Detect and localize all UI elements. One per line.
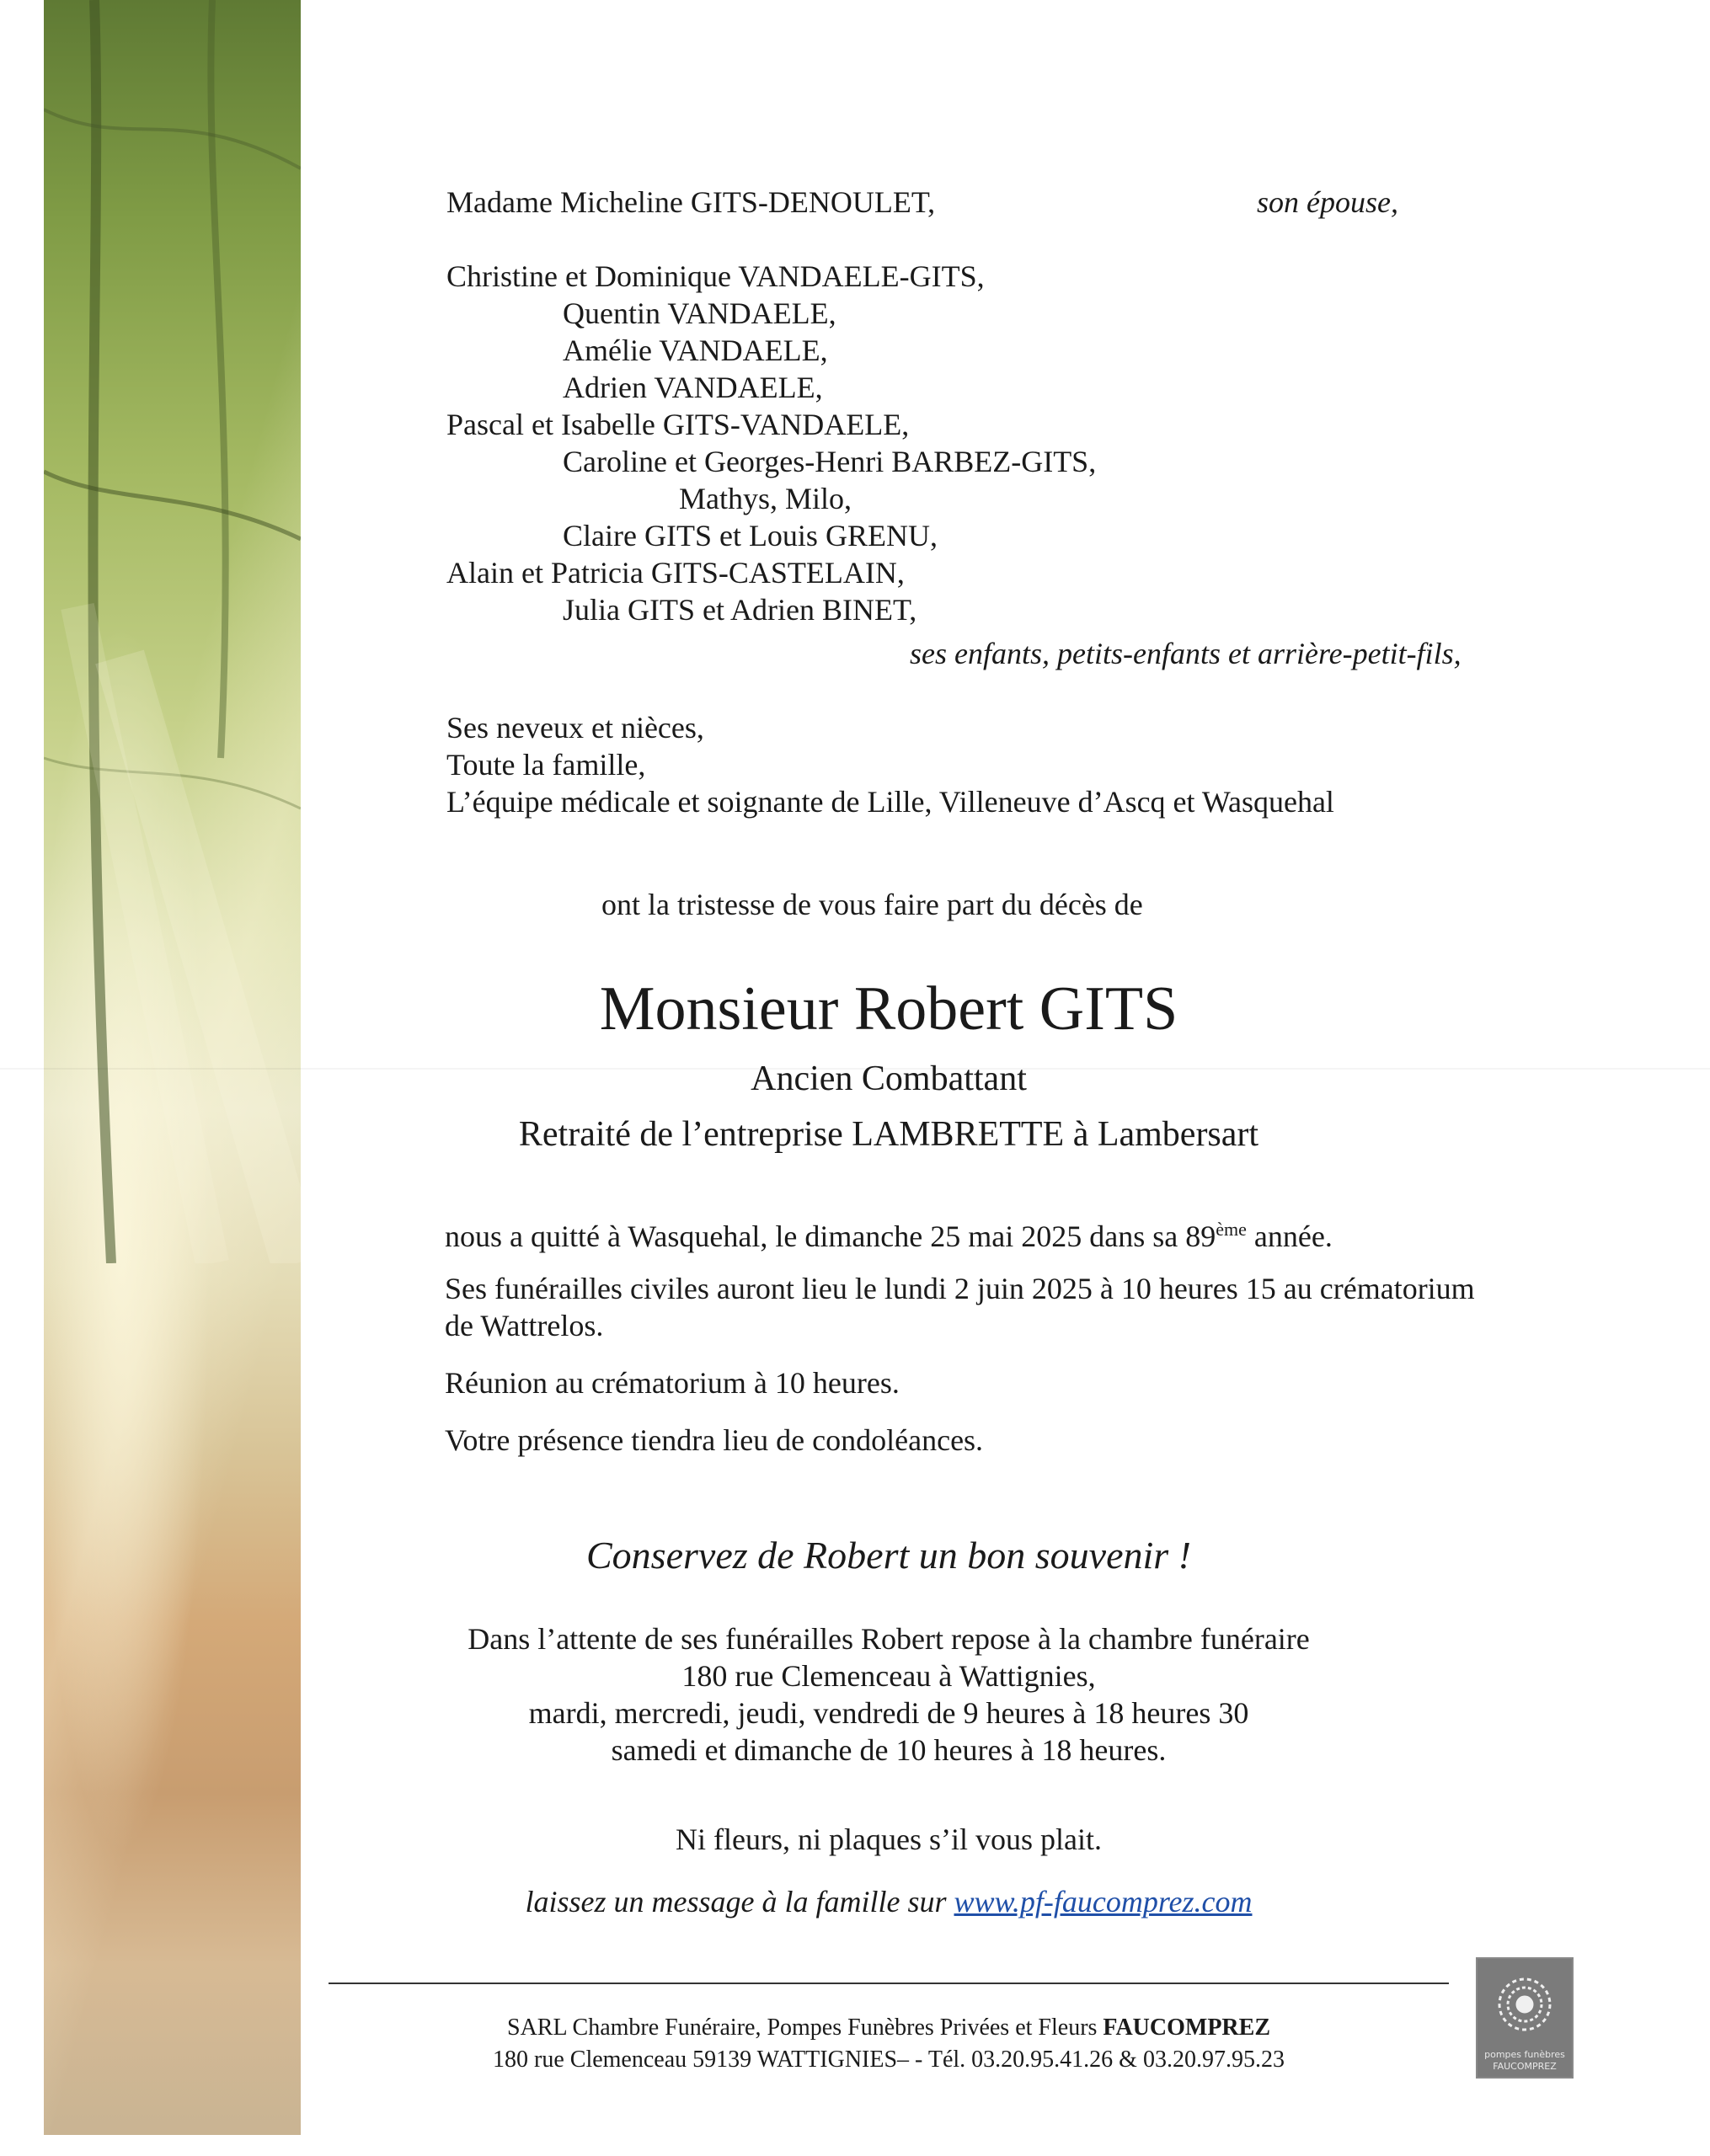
family-member: Julia GITS et Adrien BINET, [563, 593, 917, 627]
logo-text-line1: pompes funèbres [1484, 2049, 1565, 2060]
footer-contact: 180 rue Clemenceau 59139 WATTIGNIES– - Tél. 03.20.95.41.26 & 03.20.97.95.23 [493, 2047, 1285, 2073]
family-member: Pascal et Isabelle GITS-VANDAELE, [446, 408, 910, 441]
family-member: Adrien VANDAELE, [563, 371, 823, 404]
funeral-details-continued: de Wattrelos. [445, 1309, 604, 1342]
death-notice: nous a quitté à Wasquehal, le dimanche 25 mai 2025 dans sa 89ème année. [445, 1219, 1333, 1253]
family-member: Claire GITS et Louis GRENU, [563, 519, 938, 552]
company-logo [1476, 1957, 1574, 2079]
announcement-text: ont la tristesse de vous faire part du décès de [601, 888, 1143, 921]
other-relatives: Ses neveux et nièces, [446, 711, 704, 744]
family-member: Alain et Patricia GITS-CASTELAIN, [446, 556, 905, 590]
flower-emblem-icon [1478, 1962, 1572, 2047]
family-member: Quentin VANDAELE, [563, 296, 836, 330]
no-flowers-note: Ni fleurs, ni plaques s’il vous plait. [676, 1822, 1102, 1856]
deceased-title-veteran: Ancien Combattant [751, 1059, 1027, 1098]
family-member: Christine et Dominique VANDAELE-GITS, [446, 259, 985, 293]
chapel-address: 180 rue Clemenceau à Wattignies, [681, 1659, 1096, 1693]
family-member: Amélie VANDAELE, [563, 334, 828, 367]
deceased-title-retired: Retraité de l’entreprise LAMBRETTE à Lambersart [518, 1115, 1259, 1154]
family-member: Mathys, Milo, [679, 482, 852, 515]
footer-divider [329, 1983, 1449, 1984]
tree-branches-decoration [44, 0, 301, 1263]
footer-company: SARL Chambre Funéraire, Pompes Funèbres Privées et Fleurs FAUCOMPREZ [507, 2015, 1270, 2041]
family-member: Caroline et Georges-Henri BARBEZ-GITS, [563, 445, 1097, 478]
children-role: ses enfants, petits-enfants et arrière-petit-fils, [910, 637, 1462, 670]
condolences-note: Votre présence tiendra lieu de condoléances. [445, 1423, 984, 1457]
chapel-info: Dans l’attente de ses funérailles Robert repose à la chambre funéraire [468, 1622, 1310, 1656]
deceased-name: Monsieur Robert GITS [599, 974, 1178, 1043]
website-link[interactable]: www.pf-faucomprez.com [954, 1885, 1253, 1919]
spouse-role: son épouse, [1257, 185, 1398, 219]
remembrance-quote: Conservez de Robert un bon souvenir ! [586, 1534, 1191, 1577]
other-relatives: L’équipe médicale et soignante de Lille, Villeneuve d’Ascq et Wasquehal [446, 785, 1334, 819]
logo-text-line2: FAUCOMPREZ [1493, 2061, 1557, 2072]
message-invite: laissez un message à la famille sur www.pf-faucomprez.com [525, 1885, 1253, 1919]
chapel-hours-weekday: mardi, mercredi, jeudi, vendredi de 9 heures à 18 heures 30 [528, 1696, 1249, 1730]
funeral-details: Ses funérailles civiles auront lieu le lundi 2 juin 2025 à 10 heures 15 au crématorium [445, 1272, 1475, 1305]
other-relatives: Toute la famille, [446, 748, 646, 782]
meeting-info: Réunion au crématorium à 10 heures. [445, 1366, 900, 1400]
chapel-hours-weekend: samedi et dimanche de 10 heures à 18 heures. [611, 1733, 1167, 1767]
spouse-name: Madame Micheline GITS-DENOULET, [446, 185, 936, 219]
